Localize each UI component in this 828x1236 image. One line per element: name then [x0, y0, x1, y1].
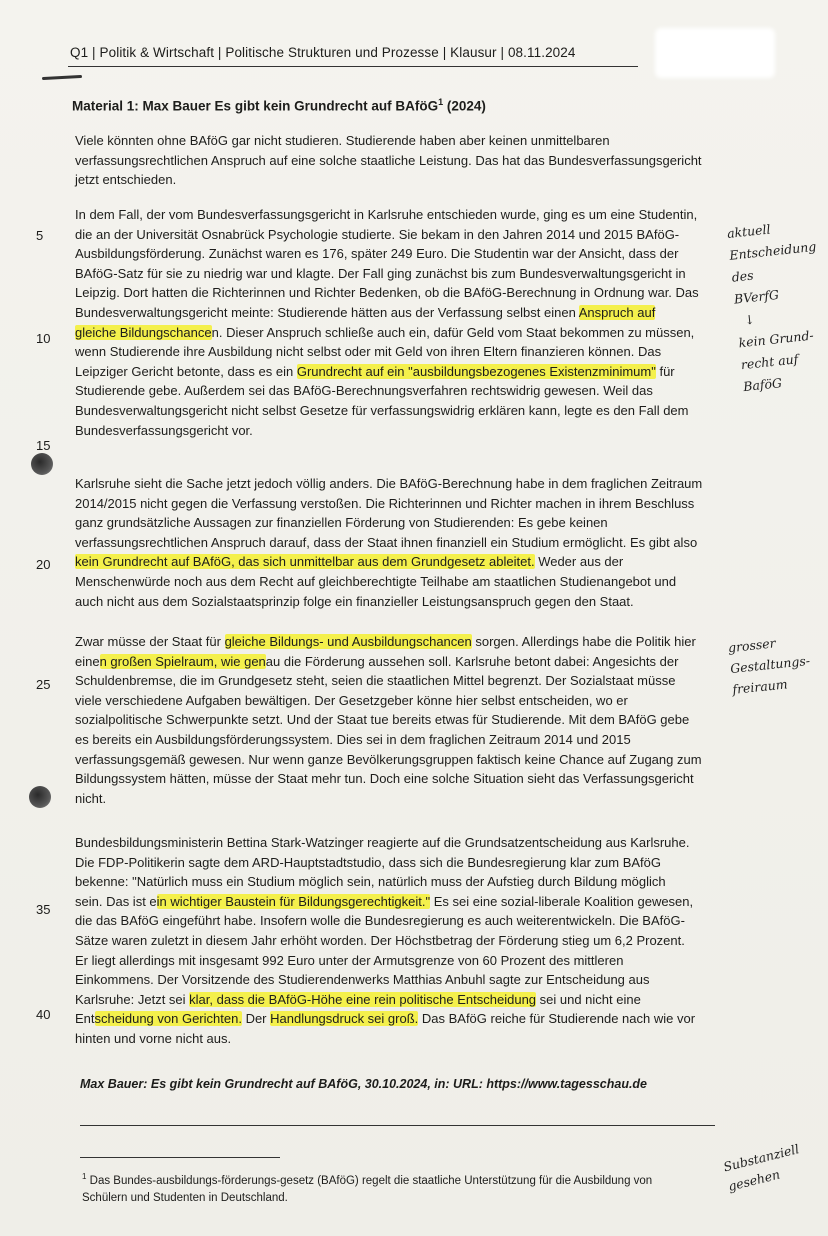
handwritten-note-line: ↓ — [743, 311, 756, 328]
text-line — [75, 833, 740, 853]
text-segment: In dem Fall, der vom Bundesverfassungsgericht in Karlsruhe entschieden wurde, ging es um eine Studentin, — [75, 207, 698, 222]
paragraph-case — [75, 205, 740, 440]
text-line — [75, 225, 740, 245]
text-line — [75, 750, 740, 770]
text-line — [75, 513, 740, 533]
text-segment: die das BAföG eingeführt habe. Insofern wolle die Bundesregierung es auch weiterentwickeln. Die BAföG- — [75, 913, 685, 929]
text-segment: Leipzig. Dort hatten die Richterinnen und Richter Bedenken, ob die BAföG-Berechnung in Ordnung war. Das — [75, 285, 699, 301]
text-line — [75, 572, 740, 592]
page-header: Q1 | Politik & Wirtschaft | Politische Strukturen und Prozesse | Klausur | 08.11.2024 — [70, 45, 576, 60]
line-number-10: 10 — [36, 331, 51, 346]
margin-note-freiraum — [727, 629, 813, 700]
text-line — [75, 632, 740, 652]
text-segment: Die FDP-Politikerin sagte dem ARD-Hauptstadtstudio, dass sich die Bundesregierung klar zum BAföG — [75, 854, 661, 870]
text-line — [75, 303, 740, 323]
text-segment: verfassungsrechtlichen Anspruch auf eine solche staatliche Leistung. Das hat das Bundesverfassungsgericht — [75, 152, 702, 168]
text-line — [75, 892, 740, 912]
text-segment: Ent — [75, 1011, 95, 1027]
line-number-5: 5 — [36, 228, 44, 243]
paragraph-intro — [75, 131, 740, 190]
line-number-40: 40 — [36, 1007, 51, 1022]
highlighted-text: Grundrecht auf ein "ausbildungsbezogenes Existenzminimum" — [296, 363, 656, 379]
text-line — [75, 970, 740, 990]
text-segment: Bundesbildungsministerin Bettina Stark-Watzinger reagierte auf die Grundsatzentscheidung aus Karlsruhe. — [75, 835, 690, 850]
text-line — [75, 264, 740, 284]
text-segment: Der — [241, 1011, 271, 1027]
text-segment: verfassungsgemäß gewesen. Nur wenn ganze Bevölkerungsgruppen faktisch keine Chance auf Zugang zum — [75, 751, 702, 767]
text-line — [75, 931, 740, 951]
text-segment: 2014/2015 nicht gegen die Verfassung verstoßen. Die Richterinnen und Richter machen in ihrem Beschluss — [75, 495, 695, 511]
text-line — [75, 401, 740, 421]
text-segment: Zwar müsse der Staat für — [75, 634, 225, 649]
highlighted-text: Anspruch auf — [578, 304, 656, 320]
text-line — [75, 592, 740, 612]
handwritten-note-line: aktuell — [726, 221, 772, 241]
text-line — [75, 533, 740, 553]
text-segment: Viele könnten ohne BAföG gar nicht studieren. Studierende haben aber keinen unmittelbaren — [75, 133, 610, 148]
text-line — [75, 421, 740, 441]
text-segment: es bereits ein Ausbildungsförderungssystem. Dies sei in dem fraglichen Zeitraum 2014 und 2015 — [75, 731, 631, 747]
highlighted-text: gleiche Bildungschance — [75, 324, 212, 340]
highlighted-text: kein Grundrecht auf BAföG, das sich unmittelbar aus dem Grundgesetz ableitet. — [75, 554, 535, 570]
text-line — [75, 951, 740, 971]
paragraph-karlsruhe — [75, 474, 740, 611]
title-text: Material 1: Max Bauer Es gibt kein Grundrecht auf BAföG — [72, 98, 439, 114]
footer-rule — [80, 1125, 715, 1126]
text-segment: bekenne: "Natürlich muss ein Studium möglich sein, natürlich muss der Aufstieg durch Bildung möglich — [75, 874, 666, 890]
text-segment: Bundesverwaltungsgericht meinte: Studierende hätten aus der Verfassung selbst einen — [75, 304, 579, 320]
redacted-area — [655, 28, 775, 78]
handwritten-note-line: freiraum — [731, 676, 789, 698]
text-line — [75, 730, 740, 750]
line-number-25: 25 — [36, 677, 51, 692]
highlighted-text: klar, dass die BAföG-Höhe eine rein politische Entscheidung — [189, 991, 537, 1007]
title-footnote-mark: 1 — [438, 97, 444, 107]
text-segment: BAföG-Satz für sie zu niedrig war und klagte. Der Fall ging zunächst bis zum Bundesverwaltungsgericht in — [75, 265, 686, 281]
paragraph-spielraum — [75, 632, 740, 808]
text-line — [75, 1029, 740, 1049]
text-line — [75, 710, 740, 730]
text-line — [75, 170, 740, 190]
text-segment: Das BAföG reiche für Studierende nach wie vor — [418, 1011, 696, 1027]
text-segment: für — [655, 363, 675, 379]
text-segment: Er liegt allerdings mit insgesamt 992 Euro unter der Armutsgrenze von 60 Prozent des mittleren — [75, 952, 624, 968]
text-segment: ganz grundsätzliche Aussagen zur finanziellen Förderung von Studierenden: Es gebe keinen — [75, 515, 608, 531]
highlighted-text: n großen Spielraum, wie gen — [99, 653, 266, 669]
highlighted-text: gleiche Bildungs- und Ausbildungschancen — [224, 634, 472, 649]
text-segment: auch nicht aus dem Sozialstaatsprinzip folge ein finanzieller Leistungsanspruch gegen den Staat. — [75, 593, 634, 609]
text-segment: verfassungsrechtlichen Anspruch darauf, dass der Staat ihnen finanziell ein Studium ermöglicht. Es gibt also — [75, 534, 698, 550]
text-line — [75, 362, 740, 382]
text-line — [75, 474, 740, 494]
handwritten-note-line: Entscheidung — [728, 238, 817, 263]
handwritten-note-line: gesehen — [726, 1166, 782, 1194]
text-line — [75, 671, 740, 691]
punch-hole — [31, 453, 53, 475]
material-title — [72, 97, 486, 114]
highlighted-text: scheidung von Gerichten. — [94, 1011, 242, 1027]
text-line — [75, 244, 740, 264]
text-line — [75, 552, 740, 572]
text-segment: Bildungssystem hätten, müsse der Staat mehr tun. Doch eine solche Situation sieht das Verfassungsgericht — [75, 771, 694, 787]
text-line — [75, 342, 740, 362]
text-line — [75, 652, 740, 672]
pen-stroke — [42, 75, 82, 80]
source-citation: Max Bauer: Es gibt kein Grundrecht auf BAföG, 30.10.2024, in: URL: https://www.tagesschau.de — [80, 1077, 648, 1091]
handwritten-note-line: BaföG — [742, 375, 783, 395]
text-line — [75, 691, 740, 711]
text-line — [75, 789, 740, 809]
text-segment: sozialpolitische Schwerpunkte setzt. Und der Staat tue bereits etwas für Studierende. Mit dem BAföG gebe — [75, 712, 690, 728]
text-segment: Bundesverwaltungsgericht nicht selbst Gesetze für verfassungswidrig erklären kann, legte es den Fall dem — [75, 402, 689, 418]
highlighted-text: in wichtiger Baustein für Bildungsgerechtigkeit." — [156, 893, 431, 909]
text-segment: Studierende gebe. Außerdem sei das BAföG-Berechnungsverfahren rechtswidrig gewesen. Weil das — [75, 383, 653, 399]
text-segment: Karlsruhe sieht die Sache jetzt jedoch völlig anders. Die BAföG-Berechnung habe in dem fraglichen Zeitraum — [75, 476, 703, 491]
text-line — [75, 494, 740, 514]
text-line — [75, 769, 740, 789]
text-segment: sorgen. Allerdings habe die Politik hier — [471, 634, 696, 649]
footnote — [82, 1168, 722, 1207]
text-segment: eine — [75, 653, 100, 669]
highlighted-text: Handlungsdruck sei groß. — [270, 1011, 419, 1027]
text-line — [75, 872, 740, 892]
text-segment: sei und nicht eine — [536, 991, 641, 1007]
footnote-mark: 1 — [82, 1172, 87, 1181]
text-segment: Einkommens. Der Vorsitzende des Studierendenwerks Matthias Anbuhl sagte zur Entscheidung aus — [75, 972, 650, 988]
handwritten-note-line: recht auf — [740, 351, 799, 373]
footnote-rule — [80, 1157, 280, 1158]
text-segment: wenn Studierende ihre Ausbildung nicht selbst oder mit Geld von ihren Eltern finanzieren können. Das — [75, 344, 662, 360]
text-segment: hinten und vorne nicht aus. — [75, 1030, 232, 1046]
text-segment: Es sei eine sozial-liberale Koalition gewesen, — [430, 893, 694, 909]
text-segment: sein. Das ist e — [75, 893, 157, 909]
margin-note-entscheidung — [726, 214, 828, 398]
header-rule — [68, 66, 638, 67]
text-segment: Leipziger Gericht betonte, dass es ein — [75, 363, 297, 379]
text-segment: n. Dieser Anspruch schließe auch ein, dafür Geld vom Staat bekommen zu müssen, — [211, 324, 695, 340]
footnote-line-2: Schülern und Studenten in Deutschland. — [82, 1191, 288, 1204]
text-segment: jetzt entschieden. — [75, 172, 177, 188]
text-segment: die an der Universität Osnabrück Psychologie studierte. Sie bekam in den Jahren 2014 und 2015 BAföG- — [75, 226, 680, 242]
paragraph-reaction — [75, 833, 740, 1049]
text-segment: Menschenwürde noch aus dem Recht auf gleichberechtigte Teilhabe am staatlichen Studienangebot und — [75, 573, 677, 589]
handwritten-note-line: Substanziell — [721, 1141, 801, 1175]
handwritten-note-line: Gestaltungs- — [729, 652, 811, 677]
punch-hole — [29, 786, 51, 808]
text-segment: au die Förderung aussehen soll. Karlsruhe betont dabei: Angesichts der — [265, 653, 679, 669]
text-line — [75, 1009, 740, 1029]
text-line — [75, 131, 740, 151]
text-line — [75, 990, 740, 1010]
line-number-35: 35 — [36, 902, 51, 917]
text-segment: Ausbildungsförderung. Zunächst waren es 176, später 249 Euro. Die Studentin war der Ansicht, dass der — [75, 246, 679, 262]
text-segment: Weder aus der — [534, 554, 624, 570]
text-segment: Sätze waren zuletzt in diesem Jahr erhöht worden. Der Höchstbetrag der Förderung stieg um 6,2 Prozent. — [75, 932, 685, 948]
text-segment: nicht. — [75, 790, 107, 806]
text-segment: viele verschiedene Aufgaben bewältigen. Der Gesetzgeber könne hier selbst entscheiden, wo er — [75, 692, 628, 708]
title-year: (2024) — [443, 98, 486, 114]
text-segment: Bundesverfassungsgericht vor. — [75, 422, 253, 438]
text-line — [75, 323, 740, 343]
text-line — [75, 911, 740, 931]
footnote-line-1: Das Bundes-ausbildungs-förderungs-gesetz (BAföG) regelt die staatliche Unterstützung für die Ausbildung von — [89, 1174, 653, 1187]
text-line — [75, 205, 740, 225]
handwritten-note-line: des — [730, 267, 755, 285]
text-line — [75, 381, 740, 401]
handwritten-note-line: grosser — [727, 635, 777, 656]
line-number-15: 15 — [36, 438, 51, 453]
handwritten-note-line: BVerfG — [733, 286, 780, 307]
text-line — [75, 283, 740, 303]
text-segment: Karlsruhe: Jetzt sei — [75, 991, 190, 1007]
margin-note-substanziell — [721, 1139, 806, 1197]
text-segment: Schuldenbremse, die im Grundgesetz steht, seien die staatlichen Mittel begrenzt. Der Sozialstaat müsse — [75, 673, 676, 689]
text-line — [75, 151, 740, 171]
line-number-20: 20 — [36, 557, 51, 572]
text-line — [75, 853, 740, 873]
handwritten-note-line: kein Grund- — [737, 327, 815, 351]
